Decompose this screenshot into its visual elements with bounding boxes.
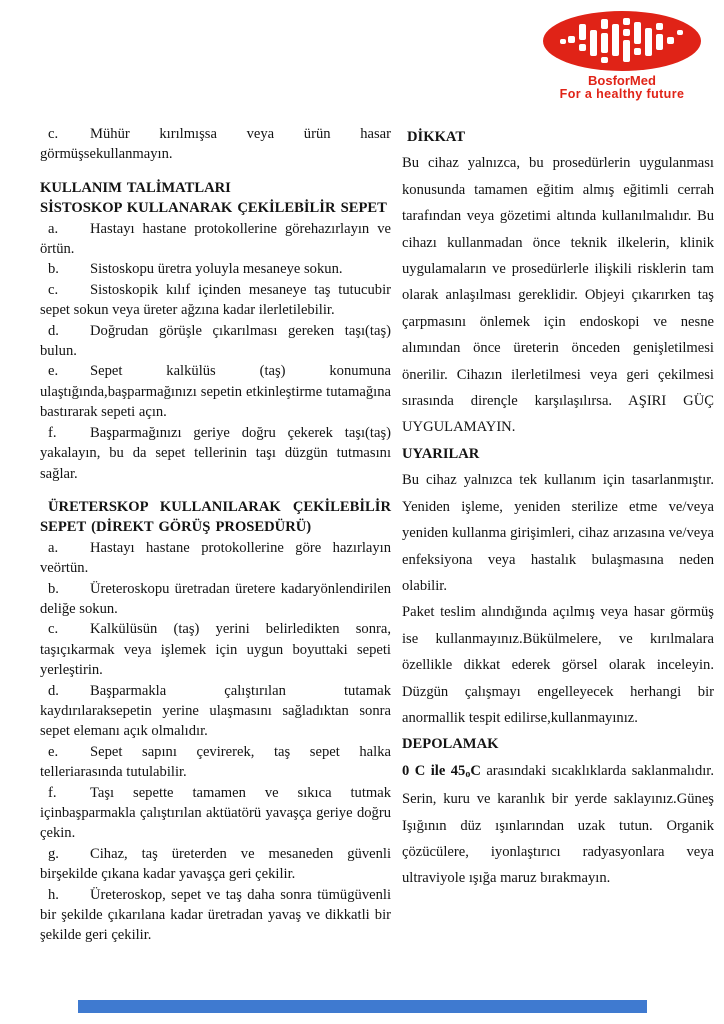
item-marker: h. bbox=[48, 886, 59, 903]
list-item bbox=[40, 579, 391, 620]
item-marker: e. bbox=[48, 363, 59, 380]
list-item bbox=[40, 280, 391, 321]
storage-temp-degree: o bbox=[465, 768, 471, 780]
item-marker: a. bbox=[48, 220, 59, 237]
list-item bbox=[40, 681, 391, 742]
item-text: Sepet sapını çevirerek, taş sepet halka telleriarasında tutulabilir. bbox=[40, 743, 391, 781]
list-item bbox=[40, 538, 391, 579]
warnings-paragraph-2: Paket teslim alındığında açılmış veya hasar görmüş ise kullanmayınız.Bükülmelere, ve kırılmalara özellikle dikkat ederek görsel olarak inceleyin. Düzgün çalışmayı engelleyecek herhangi bir anormallik tespit edilirse,kullanmayınız. bbox=[402, 604, 714, 726]
list-item bbox=[40, 259, 391, 279]
item-text: Başparmağınızı geriye doğru çekerek taşı(taş) yakalayın, bu da sepet tellerinin taşı düzgün tutmasını sağlar. bbox=[40, 424, 391, 482]
item-text: Sepet kalkülüs (taş) konumuna ulaştığında,başparmağınızı sepetin etkinleştirme tutamağına bastırarak sepeti açın. bbox=[40, 363, 391, 421]
left-column bbox=[40, 124, 391, 946]
storage-temp-unit: C bbox=[470, 762, 481, 779]
item-text: Doğrudan görüşle çıkarılması gereken taşı(taş) bulun. bbox=[40, 322, 391, 360]
item-text: Sistoskopik kılıf içinden mesaneye taş tutucubir sepet sokun veya üreter ağzına kadar ilerletilebilir. bbox=[40, 281, 391, 319]
item-text: Başparmakla çalıştırılan tutamak kaydırılaraksepetin yerine ulaşmasını sağladıktan sonra sepet elemanı açık olmalıdır. bbox=[40, 682, 391, 740]
item-marker: c. bbox=[48, 621, 59, 638]
item-marker: b. bbox=[48, 261, 59, 278]
list-item bbox=[40, 423, 391, 484]
list-item bbox=[40, 844, 391, 885]
caution-heading: DİKKAT bbox=[407, 129, 466, 145]
storage-paragraph bbox=[402, 758, 714, 892]
item-text: Kalkülüsün (taş) yerini belirledikten sonra, taşıçıkarmak veya işlemek için uygun boyuttaki sepeti yerleştirin. bbox=[40, 621, 391, 679]
item-marker: d. bbox=[48, 682, 59, 699]
storage-text: arasındaki sıcaklıklarda saklanmalıdır. Serin, kuru ve karanlık bir yerde saklayınız.Güneş Işığının düz ışınlarından uzak tutun. Organik çözücülere, iyonlaştırıcı radyasyonlara veya ultraviyole ışığa maruz bırakmayın. bbox=[402, 762, 715, 887]
storage-heading: DEPOLAMAK bbox=[402, 736, 499, 753]
item-text: Cihaz, taş üreterden ve mesaneden güvenli birşekilde çıkana kadar yavaşça geri çekilir. bbox=[40, 845, 391, 883]
spacer bbox=[40, 484, 391, 497]
list-item bbox=[40, 885, 391, 946]
item-marker: e. bbox=[48, 743, 59, 760]
list-item bbox=[40, 321, 391, 362]
item-text: Sistoskopu üretra yoluyla mesaneye sokun. bbox=[90, 261, 343, 278]
item-marker: a. bbox=[48, 539, 59, 556]
item-marker: b. bbox=[48, 580, 59, 597]
item-marker: c. bbox=[48, 281, 59, 298]
item-text: Üreteroskopu üretradan üretere kadaryönlendirilen deliğe sokun. bbox=[40, 580, 391, 617]
item-marker: g. bbox=[48, 845, 59, 862]
caution-paragraph: Bu cihaz yalnızca, bu prosedürlerin uygulanması konusunda tamamen eğitim almış eğitimli cerrah tarafından veya gözetimi altında kullanılmalıdır. Bu cihazı kullanmadan önce teknik ilkelerin, klinik uygulamaların ve prosedürlerle ilişkili risklerin tam olarak anlaşılması gereklidir. Objeyi çıkarırken taş çarpmasını önlemek için endoskopi ve nesne alımından önce üreterin önceden genişletilmesi önerilir. Cihazın ilerletilmesi veya geri çekilmesi sırasında dirençle karşılaşılırsa. AŞIRI GÜÇ UYGULAMAYIN. bbox=[402, 155, 714, 436]
list-item bbox=[40, 742, 391, 783]
item-marker: d. bbox=[48, 322, 59, 339]
item-marker: c. bbox=[48, 126, 59, 142]
item-text: Mühür kırılmışsa veya ürün hasar görmüşsekullanmayın. bbox=[40, 126, 391, 163]
section-title-kullanim: KULLANIM TALİMATLARI bbox=[40, 179, 231, 196]
item-marker: f. bbox=[48, 424, 57, 441]
list-item bbox=[40, 783, 391, 844]
item-text: Hastayı hastane protokollerine görehazırlayın ve örtün. bbox=[40, 220, 391, 258]
section-title-ureterskop: ÜRETERSKOP KULLANILARAK ÇEKİLEBİLİR SEPET (DİREKT GÖRÜŞ PROSEDÜRÜ) bbox=[40, 498, 391, 536]
logo-brand-text: BosforMed bbox=[588, 73, 656, 88]
warnings-heading: UYARILAR bbox=[402, 445, 480, 462]
section-title-sistoskop: SİSTOSKOP KULLANARAK ÇEKİLEBİLİR SEPET bbox=[40, 200, 387, 217]
list-item bbox=[40, 219, 391, 260]
logo-tagline-text: For a healthy future bbox=[559, 87, 685, 101]
item-text: Üreteroskop, sepet ve taş daha sonra tümügüvenli bir şekilde çıkarılana kadar üretradan yavaş ve dikkatli bir şekilde geri çekilir. bbox=[40, 886, 391, 944]
warnings-paragraph-1: Bu cihaz yalnızca tek kullanım için tasarlanmıştır. Yeniden işleme, yeniden sterilize etme ve/veya yeniden kullanma girişimleri, cihaz arızasına ve/veya enfeksiyona veya hastalık bulaşmasına neden olabilir. bbox=[402, 472, 714, 594]
bosformed-logo-icon bbox=[542, 10, 702, 72]
bosformed-logo bbox=[536, 10, 708, 101]
item-marker: f. bbox=[48, 784, 57, 801]
storage-temp-range: 0 C ile 45 bbox=[402, 762, 466, 779]
list-item bbox=[40, 361, 391, 422]
list-item bbox=[40, 124, 391, 165]
footer-bar bbox=[78, 1000, 647, 1013]
item-text: Hastayı hastane protokollerine göre hazırlayın veörtün. bbox=[40, 539, 391, 577]
right-column bbox=[402, 124, 714, 892]
item-text: Taşı sepette tamamen ve sıkıca tutmak içinbaşparmakla çalıştırılan aktüatörü yavaşça geriye doğru çekin. bbox=[40, 784, 391, 842]
spacer bbox=[40, 165, 391, 178]
list-item bbox=[40, 619, 391, 680]
